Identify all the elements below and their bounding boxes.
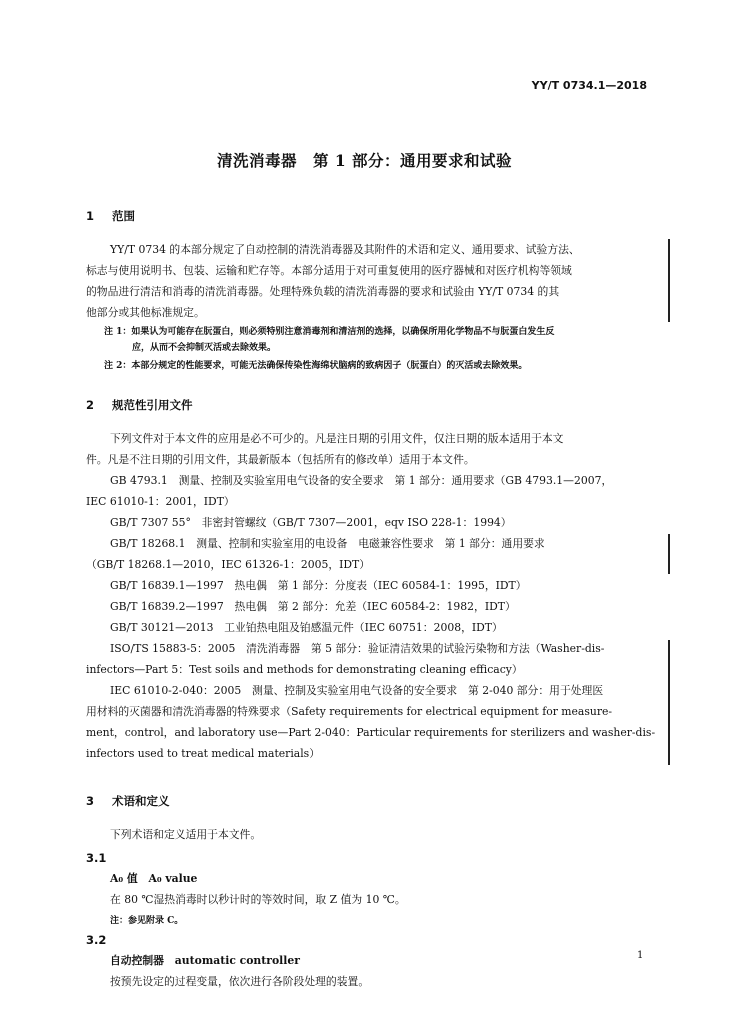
section-title: 范围 bbox=[112, 209, 135, 223]
ref-iso15883-line-1: ISO/TS 15883-5：2005 清洗消毒器 第 5 部分：验证清洁效果的试验污染物和方法（Washer-dis- bbox=[110, 642, 605, 655]
change-bar bbox=[668, 239, 670, 322]
page-number: 1 bbox=[637, 950, 644, 961]
ref-line-2: 件。凡是不注日期的引用文件，其最新版本（包括所有的修改单）适用于本文件。 bbox=[86, 453, 475, 466]
ref-iso15883-line-2: infectors—Part 5：Test soils and methods for demonstrating cleaning efficacy） bbox=[86, 663, 523, 676]
section-number: 3 bbox=[86, 794, 95, 808]
scope-line-4: 他部分或其他标准规定。 bbox=[86, 306, 205, 319]
change-bar bbox=[668, 534, 670, 574]
term-name: 自动控制器 automatic controller bbox=[110, 954, 300, 967]
ref-gbt16839-2: GB/T 16839.2—1997 热电偶 第 2 部分：允差（IEC 60584-2：1982，IDT） bbox=[110, 600, 516, 613]
ref-iec61010-line-2: 用材料的灭菌器和清洗消毒器的特殊要求（Safety requirements for electrical equipment for measure- bbox=[86, 705, 613, 718]
term-number: 3.2 bbox=[86, 933, 107, 947]
ref-gb4793-line-1: GB 4793.1 测量、控制及实验室用电气设备的安全要求 第 1 部分：通用要求（GB 4793.1—2007， bbox=[110, 474, 613, 487]
term-name: A₀ 值 A₀ value bbox=[110, 872, 198, 885]
ref-gbt18268-line-2: （GB/T 18268.1—2010，IEC 61326-1：2005，IDT） bbox=[86, 558, 371, 571]
ref-gbt30121: GB/T 30121—2013 工业铂热电阻及铂感温元件（IEC 60751：2008，IDT） bbox=[110, 621, 503, 634]
note-2: 注 2：本部分规定的性能要求，可能无法确保传染性海绵状脑病的致病因子（朊蛋白）的灭活或去除效果。 bbox=[104, 361, 528, 371]
section-1-heading bbox=[86, 208, 135, 224]
note-1-line-2: 应，从而不会抑制灭活或去除效果。 bbox=[132, 343, 277, 353]
scope-line-2: 标志与使用说明书、包装、运输和贮存等。本部分适用于对可重复使用的医疗器械和对医疗机构等领域 bbox=[86, 264, 572, 277]
section-number: 2 bbox=[86, 398, 95, 412]
scope-line-1: YY/T 0734 的本部分规定了自动控制的清洗消毒器及其附件的术语和定义、通用要求、试验方法、 bbox=[110, 243, 580, 256]
document-title: 清洗消毒器 第 1 部分：通用要求和试验 bbox=[216, 151, 513, 170]
ref-gbt18268-line-1: GB/T 18268.1 测量、控制和实验室用的电设备 电磁兼容性要求 第 1 部分：通用要求 bbox=[110, 537, 545, 550]
term-note: 注：参见附录 C。 bbox=[110, 916, 184, 926]
ref-line-1: 下列文件对于本文件的应用是必不可少的。凡是注日期的引用文件，仅注日期的版本适用于本文 bbox=[110, 432, 564, 445]
scope-line-3: 的物品进行清洁和消毒的清洗消毒器。处理特殊负载的清洗消毒器的要求和试验由 YY/T 0734 的其 bbox=[86, 285, 560, 298]
note-1-line-1: 注 1：如果认为可能存在朊蛋白，则必须特别注意消毒剂和清洁剂的选择，以确保所用化学物品不与朊蛋白发生反 bbox=[104, 327, 555, 337]
section-title: 术语和定义 bbox=[112, 794, 170, 808]
ref-gb4793-line-2: IEC 61010-1：2001，IDT） bbox=[86, 495, 235, 508]
terms-intro: 下列术语和定义适用于本文件。 bbox=[110, 828, 262, 841]
ref-gbt7307: GB/T 7307 55° 非密封管螺纹（GB/T 7307—2001，eqv ISO 228-1：1994） bbox=[110, 516, 512, 529]
ref-iec61010-line-1: IEC 61010-2-040：2005 测量、控制及实验室用电气设备的安全要求 第 2-040 部分：用于处理医 bbox=[110, 684, 604, 697]
ref-gbt16839-1: GB/T 16839.1—1997 热电偶 第 1 部分：分度表（IEC 60584-1：1995，IDT） bbox=[110, 579, 527, 592]
term-definition: 在 80 ℃湿热消毒时以秒计时的等效时间，取 Z 值为 10 ℃。 bbox=[110, 893, 406, 906]
section-number: 1 bbox=[86, 209, 95, 223]
change-bar bbox=[668, 640, 670, 765]
term-definition: 按预先设定的过程变量，依次进行各阶段处理的装置。 bbox=[110, 975, 370, 988]
ref-iec61010-line-3: ment，control，and laboratory use—Part 2-040：Particular requirements for sterilizers and washer-dis- bbox=[86, 726, 656, 739]
ref-iec61010-line-4: infectors used to treat medical materials） bbox=[86, 747, 321, 760]
section-2-heading bbox=[86, 397, 193, 413]
section-3-heading bbox=[86, 793, 170, 809]
document-code: YY/T 0734.1—2018 bbox=[531, 79, 647, 92]
section-title: 规范性引用文件 bbox=[112, 398, 193, 412]
term-number: 3.1 bbox=[86, 851, 107, 865]
